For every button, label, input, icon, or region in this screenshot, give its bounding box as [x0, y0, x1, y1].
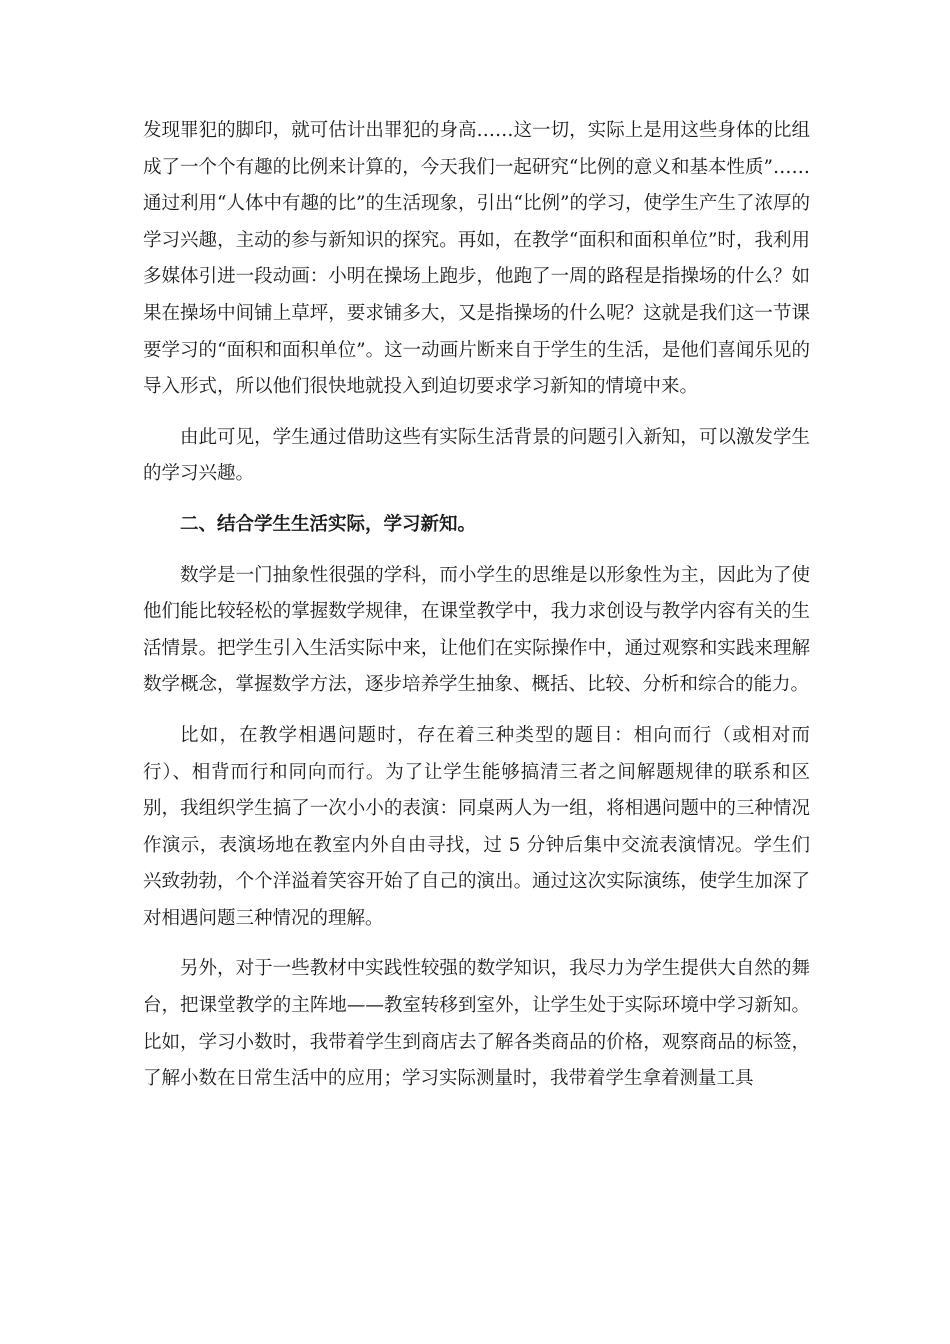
paragraph-body: 比如，在教学相遇问题时，存在着三种类型的题目：相向而行（或相对而行）、相背而行和同向而行。为了让学生能够搞清三者之间解题规律的联系和区别，我组织学生搞了一次小小的表演：同桌两人为一组，将相遇问题中的三种情况作演示，表演场地在教室内外自由寻找，过 5 分钟后集中交流表演情况。学生们兴致勃勃，个个洋溢着笑容开始了自己的演出。通过这次实际演练，使学生加深了对相遇问题三种情况的理解。: [143, 724, 810, 929]
paragraph-body: 另外，对于一些教材中实践性较强的数学知识，我尽力为学生提供大自然的舞台，把课堂教学的主阵地——教室转移到室外，让学生处于实际环境中学习新知。比如，学习小数时，我带着学生到商店去了解各类商品的价格，观察商品的标签，了解小数在日常生活中的应用；学习实际测量时，我带着学生拿着测量工具: [143, 958, 810, 1090]
paragraph-continuation: 发现罪犯的脚印，就可估计出罪犯的身高……这一切，实际上是用这些身体的比组成了一个个有趣的比例来计算的，今天我们一起研究“比例的意义和基本性质”……通过利用“人体中有趣的比”的生活现象，引出“比例”的学习，使学生产生了浓厚的学习兴趣，主动的参与新知识的探究。再如，在教学“面积和面积单位”时，我利用多媒体引进一段动画：小明在操场上跑步，他跑了一周的路程是指操场的什么？如果在操场中间铺上草坪，要求铺多大，又是指操场的什么呢？这就是我们这一节课要学习的“面积和面积单位”。这一动画片断来自于学生的生活，是他们喜闻乐见的导入形式，所以他们很快地就投入到迫切要求学习新知的情境中来。: [143, 120, 810, 398]
paragraph-body: 数学是一门抽象性很强的学科，而小学生的思维是以形象性为主，因此为了使他们能比较轻松的掌握数学规律，在课堂教学中，我力求创设与教学内容有关的生活情景。把学生引入生活实际中来，让他们在实际操作中，通过观察和实践来理解数学概念，掌握数学方法，逐步培养学生抽象、概括、比较、分析和综合的能力。: [143, 564, 810, 696]
document-page: [143, 113, 810, 1112]
paragraph-conclusion: 由此可见，学生通过借助这些有实际生活背景的问题引入新知，可以激发学生的学习兴趣。: [143, 426, 810, 485]
section-heading: 二、结合学生生活实际，学习新知。: [180, 513, 477, 535]
